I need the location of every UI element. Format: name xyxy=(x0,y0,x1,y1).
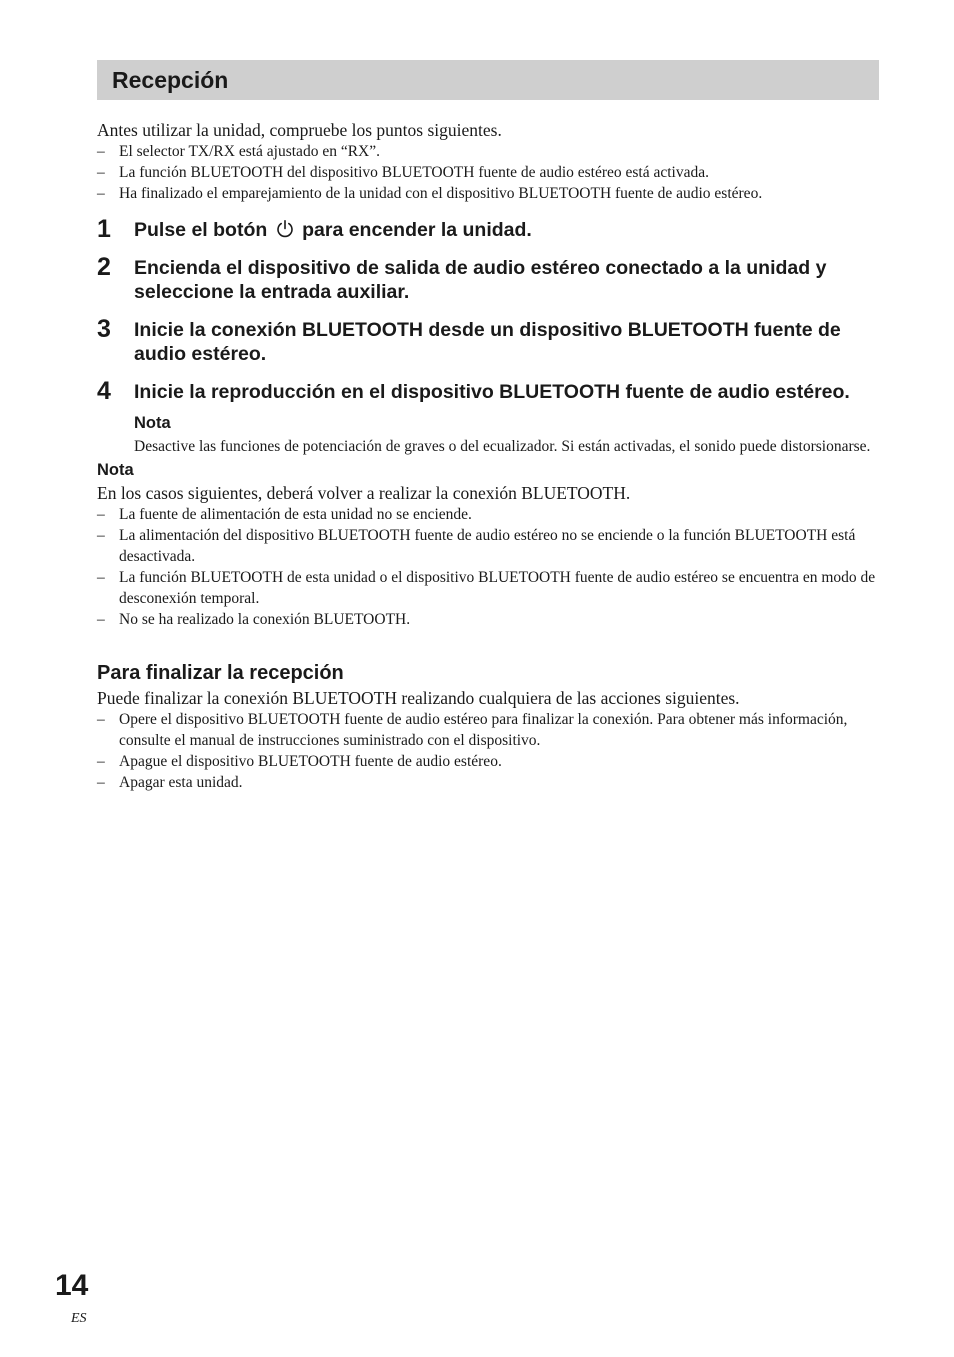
steps-list xyxy=(97,216,879,404)
note-title: Nota xyxy=(97,461,134,479)
step-text xyxy=(134,216,532,242)
list-item: – No se ha realizado la conexión BLUETOOTH. xyxy=(97,609,879,630)
subsection-title: Para finalizar la recepción xyxy=(97,662,344,684)
page-content xyxy=(97,60,879,793)
general-note xyxy=(97,460,879,630)
step-2 xyxy=(97,254,879,304)
list-item: – La función BLUETOOTH del dispositivo BLUETOOTH fuente de audio estéreo está activada. xyxy=(97,162,879,183)
note-list xyxy=(97,504,879,630)
note-body: Desactive las funciones de potenciación de graves o del ecualizador. Si están activadas, el sonido puede distorsionarse. xyxy=(134,438,871,455)
intro-checklist xyxy=(97,141,879,204)
step-text-part: Pulse el botón xyxy=(134,219,268,241)
step-text: Inicie la reproducción en el dispositivo BLUETOOTH fuente de audio estéreo. xyxy=(134,381,850,403)
list-item: – La fuente de alimentación de esta unidad no se enciende. xyxy=(97,504,879,525)
list-item: – Opere el dispositivo BLUETOOTH fuente de audio estéreo para finalizar la conexión. Para obtener más información, consulte el manual de instrucciones suministrado con el dispositivo. xyxy=(97,709,879,751)
step-text: Encienda el dispositivo de salida de audio estéreo conectado a la unidad y seleccione la entrada auxiliar. xyxy=(134,257,827,303)
list-item: – La función BLUETOOTH de esta unidad o el dispositivo BLUETOOTH fuente de audio estéreo se encuentra en modo de desconexión temporal. xyxy=(97,567,879,609)
list-item: – Apagar esta unidad. xyxy=(97,772,879,793)
subsection-lead: Puede finalizar la conexión BLUETOOTH realizando cualquiera de las acciones siguientes. xyxy=(97,688,740,708)
list-item: – Apague el dispositivo BLUETOOTH fuente de audio estéreo. xyxy=(97,751,879,772)
step-1 xyxy=(97,216,879,242)
step-4 xyxy=(97,378,879,404)
note-lead: En los casos siguientes, deberá volver a realizar la conexión BLUETOOTH. xyxy=(97,483,631,503)
section-title: Recepción xyxy=(112,66,229,93)
page-number: 14 xyxy=(55,1269,89,1302)
step-number: 4 xyxy=(97,377,111,405)
step-number: 3 xyxy=(97,315,111,343)
step-3 xyxy=(97,316,879,366)
step-text-part: para encender la unidad. xyxy=(302,219,532,241)
note-title: Nota xyxy=(134,414,171,432)
step-text: Inicie la conexión BLUETOOTH desde un dispositivo BLUETOOTH fuente de audio estéreo. xyxy=(134,319,841,365)
step-note xyxy=(134,413,879,457)
step-number: 1 xyxy=(97,215,111,243)
step-number: 2 xyxy=(97,253,111,281)
list-item: – El selector TX/RX está ajustado en “RX”. xyxy=(97,141,879,162)
language-code: ES xyxy=(71,1311,87,1326)
list-item: – La alimentación del dispositivo BLUETOOTH fuente de audio estéreo no se enciende o la función BLUETOOTH está desactivada. xyxy=(97,525,879,567)
finish-list xyxy=(97,709,879,793)
power-icon xyxy=(275,219,295,239)
intro-lead: Antes utilizar la unidad, compruebe los puntos siguientes. xyxy=(97,120,502,140)
section-header-bar xyxy=(97,60,879,100)
list-item: – Ha finalizado el emparejamiento de la unidad con el dispositivo BLUETOOTH fuente de audio estéreo. xyxy=(97,183,879,204)
